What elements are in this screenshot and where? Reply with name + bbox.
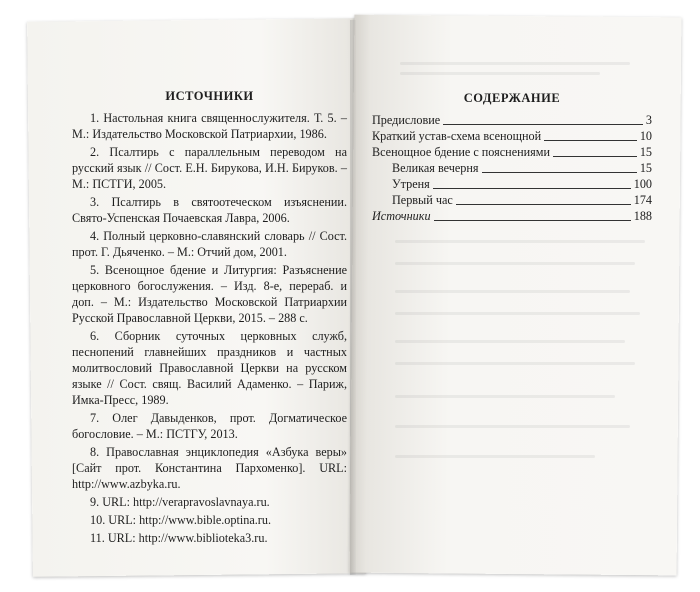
toc-entry-label: Всенощное бдение с пояснениями [372,145,550,159]
bleed-through-line [395,425,630,428]
bleed-through-line [395,312,640,315]
toc-entry [372,112,652,128]
bleed-through-line [395,240,645,243]
toc-entry [372,160,652,176]
source-item: 3. Псалтирь в святоотеческом изъяснении. Свято-Успенская Почаевская Лавра, 2006. [72,195,347,225]
toc-leader-line [482,171,637,173]
toc-entry-label: Предисловие [372,113,441,127]
bleed-through-line [395,395,615,398]
toc-list [372,112,652,224]
toc-entry [372,144,652,160]
toc-leader-line [553,155,637,157]
bleed-through-line [395,262,635,265]
source-item: 2. Псалтирь с параллельным переводом на русский язык // Сост. Е.Н. Бирукова, И.Н. Бируков. – М.: ПСТГИ, 2005. [72,145,347,191]
toc-entry-label: Краткий устав-схема всенощной [372,129,542,143]
toc-entry [372,192,652,208]
sources-title: ИСТОЧНИКИ [165,89,254,103]
book-gutter [350,20,356,575]
toc-entry-page: 188 [633,209,652,223]
source-item: 1. Настольная книга священнослужителя. Т. 5. – М.: Издательство Московской Патриархии, 1986. [72,111,347,141]
source-item: 7. Олег Давыденков, прот. Догматическое богословие. – М.: ПСТГУ, 2013. [72,411,347,441]
bleed-through-line [400,72,600,75]
source-item: 8. Православная энциклопедия «Азбука веры» [Сайт прот. Константина Пархоменко]. URL: http://www.azbyka.ru. [72,445,347,491]
toc-entry [372,128,652,144]
source-item: 4. Полный церковно-славянский словарь // Сост. прот. Г. Дьяченко. – М.: Отчий дом, 2001. [72,229,347,259]
toc-leader-line [433,187,631,189]
bleed-through-line [395,290,630,293]
toc-entry-label: Великая вечерня [392,161,479,175]
toc-entry-label: Первый час [392,193,453,207]
bleed-through-line [395,362,635,365]
bleed-through-line [395,340,625,343]
toc-entry-label: Источники [372,209,431,223]
toc-entry [372,208,652,224]
contents-section [372,90,652,224]
toc-entry [372,176,652,192]
toc-entry-page: 15 [639,145,652,159]
toc-entry-label: Утреня [392,177,430,191]
source-item: 5. Всенощное бдение и Литургия: Разъяснение церковного богослужения. – Изд. 8-е, перераб. и доп. – М.: Издательство Московской Патриархии Русской Православной Церкви, 2015. – 288 с. [72,263,347,325]
toc-entry-page: 3 [645,113,652,127]
toc-entry-page: 174 [633,193,652,207]
toc-entry-page: 10 [639,129,652,143]
sources-section [72,88,347,548]
toc-entry-page: 15 [639,161,652,175]
source-item: 6. Сборник суточных церковных служб, песнопений главнейших праздников и частных молитвословий Православной Церкви на русском языке // Сост. свящ. Василий Адаменко. – Париж, Имка-Пресс, 1989. [72,329,347,407]
toc-leader-line [456,203,631,205]
toc-leader-line [434,219,631,221]
toc-leader-line [443,123,643,125]
toc-leader-line [544,139,637,141]
toc-entry-page: 100 [633,177,652,191]
bleed-through-line [395,455,595,458]
bleed-through-line [400,62,630,65]
source-item: 11. URL: http://www.biblioteka3.ru. [90,531,268,545]
source-item: 9. URL: http://verapravoslavnaya.ru. [90,495,270,509]
contents-title: СОДЕРЖАНИЕ [463,91,561,105]
source-item: 10. URL: http://www.bible.optina.ru. [90,513,271,527]
